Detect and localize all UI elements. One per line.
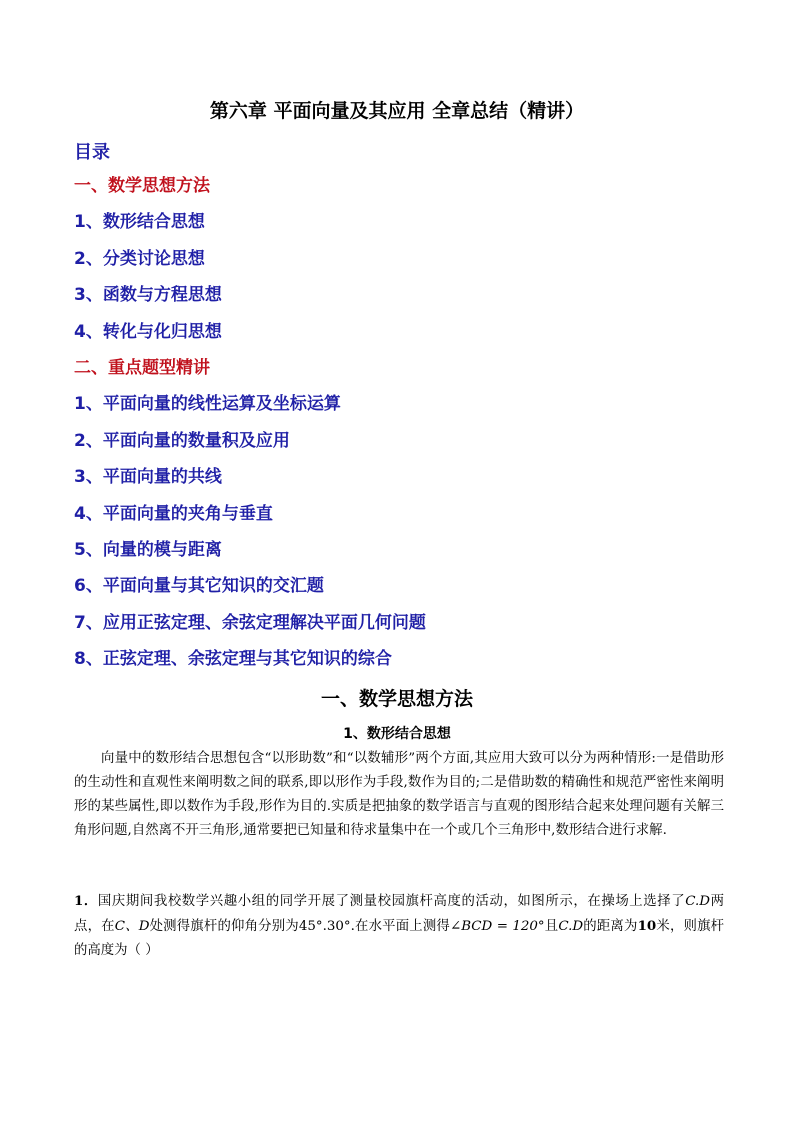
question-1 [74, 889, 724, 963]
question-number: 1． [74, 893, 98, 909]
question-text-part1: 国庆期间我校数学兴趣小组的同学开展了测量校园旗杆高度的活动，如图所示，在操场上选择了 [97, 894, 686, 909]
toc-item: 8、正弦定理、余弦定理与其它知识的综合 [74, 649, 392, 670]
toc-item: 6、平面向量与其它知识的交汇题 [74, 576, 324, 597]
toc-item: 3、平面向量的共线 [74, 467, 222, 488]
toc-item: 7、应用正弦定理、余弦定理解决平面几何问题 [74, 612, 426, 633]
toc-section: 一、数学思想方法 [74, 176, 210, 196]
toc-section: 二、重点题型精讲 [74, 357, 210, 378]
question-text-part2: 两点，在 [74, 894, 724, 934]
toc-item: 1、数形结合思想 [74, 212, 205, 233]
question-text-part6: 米，则旗杆的高度为（ ） [74, 919, 725, 958]
toc-item: 4、平面向量的夹角与垂直 [74, 503, 273, 524]
question-distance: 10 [637, 918, 657, 934]
question-text-part4: 且 [544, 919, 559, 934]
question-points-3: C.D [558, 919, 584, 934]
question-text-part5: 的距离为 [583, 919, 638, 934]
question-points-1: C.D [685, 894, 711, 909]
question-angle: ∠BCD = 120° [449, 919, 545, 934]
toc-item: 5、向量的模与距离 [74, 539, 222, 560]
toc-item: 1、平面向量的线性运算及坐标运算 [74, 394, 341, 415]
intro-paragraph: 向量中的数形结合思想包含“以形助数”和“以数辅形”两个方面,其应用大致可以分为两种情形:一是借助形的生动性和直观性来阐明数之间的联系,即以形作为手段,数作为目的;二是借助数的精确性和规范严密性来阐明形的某些属性,即以数作为手段,形作为目的.实质是把抽象的数学语言与直观的图形结合起来处理问题有关解三角形问题,自然离不开三角形,通常要把已知量和待求量集中在一个或几个三角形中,数形结合进行求解. [74, 751, 724, 838]
subsection-title: 1、数形结合思想 [343, 726, 451, 742]
chapter-title: 第六章 平面向量及其应用 全章总结（精讲） [209, 100, 585, 122]
toc-heading: 目录 [74, 142, 110, 163]
question-points-2: C、D [114, 919, 150, 934]
table-of-contents [74, 174, 426, 683]
toc-item: 4、转化与化归思想 [74, 321, 222, 342]
toc-item: 2、分类讨论思想 [74, 248, 205, 269]
toc-item: 2、平面向量的数量积及应用 [74, 430, 290, 451]
question-text-part3: 处测得旗杆的仰角分别为45°.30°.在水平面上测得 [149, 919, 450, 934]
toc-item: 3、函数与方程思想 [74, 285, 222, 306]
section-title: 一、数学思想方法 [320, 688, 473, 710]
